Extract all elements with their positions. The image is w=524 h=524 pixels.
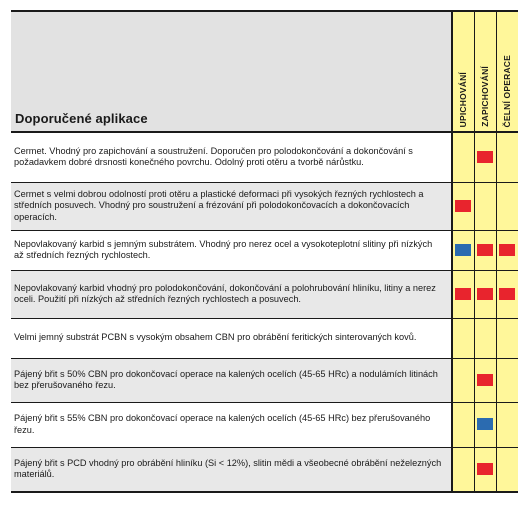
- red-suitability-marker: [477, 374, 493, 386]
- table-row: [11, 270, 518, 318]
- operation-cell: [496, 270, 518, 318]
- column-header-celni-operace: [496, 11, 518, 132]
- operation-cell: [496, 447, 518, 492]
- operation-cell: [452, 447, 474, 492]
- operation-cell: [474, 182, 496, 230]
- operation-cell: [474, 402, 496, 447]
- row-description: Pájený břit s 50% CBN pro dokončovací operace na kalených ocelích (45-65 HRc) a nodulámích litinách bez přerušovaného řezu.: [11, 358, 452, 402]
- operation-cell: [474, 358, 496, 402]
- operation-cell: [474, 318, 496, 358]
- table-body: [11, 132, 518, 492]
- blue-suitability-marker: [455, 244, 471, 256]
- column-label-celni-operace: ČELNÍ OPERACE: [502, 54, 513, 127]
- operation-cell: [452, 230, 474, 270]
- table-row: [11, 182, 518, 230]
- table-row: [11, 318, 518, 358]
- red-suitability-marker: [499, 244, 515, 256]
- column-label-upichovani: UPICHOVÁNÍ: [458, 71, 469, 127]
- operation-cell: [452, 318, 474, 358]
- operation-cell: [496, 182, 518, 230]
- row-description: Velmi jemný substrát PCBN s vysokým obsahem CBN pro obrábění feritických sinterovaných kovů.: [11, 318, 452, 358]
- row-description: Pájený břit s PCD vhodný pro obrábění hliníku (Si < 12%), slitin mědi a všeobecné obrábění neželezných materiálů.: [11, 447, 452, 492]
- operation-cell: [496, 230, 518, 270]
- red-suitability-marker: [477, 463, 493, 475]
- operation-cell: [496, 402, 518, 447]
- operation-cell: [474, 132, 496, 182]
- header-row: [11, 11, 518, 132]
- application-table: [11, 10, 518, 493]
- red-suitability-marker: [477, 288, 493, 300]
- operation-cell: [452, 270, 474, 318]
- operation-cell: [496, 358, 518, 402]
- row-description: Nepovlakovaný karbid s jemným substrátem. Vhodný pro nerez ocel a vysokoteplotní slitiny při nízkých až středních řezných rychlostech.: [11, 230, 452, 270]
- operation-cell: [474, 270, 496, 318]
- row-description: Cermet. Vhodný pro zapichování a soustružení. Doporučen pro polodokončování a dokončování s požadavkem dobré drsnosti konečného povrchu. Odolný proti otěru a tvorbě nárůstku.: [11, 132, 452, 182]
- row-description: Nepovlakovaný karbid vhodný pro polodokončování, dokončování a polohrubování hliníku, litiny a nerez oceli. Použití při nízkých až středních řezných rychlostech a posuvech.: [11, 270, 452, 318]
- red-suitability-marker: [477, 244, 493, 256]
- table-title: Doporučené aplikace: [15, 111, 148, 126]
- operation-cell: [452, 402, 474, 447]
- column-header-upichovani: [452, 11, 474, 132]
- column-label-zapichovani: ZAPICHOVÁNÍ: [480, 66, 490, 127]
- operation-cell: [496, 318, 518, 358]
- red-suitability-marker: [477, 151, 493, 163]
- table-row: [11, 447, 518, 492]
- operation-cell: [474, 230, 496, 270]
- row-description: Cermet s velmi dobrou odolností proti otěru a plastické deformaci při vysokých řezných rychlostech a středních posuvech. Vhodný pro soustružení a frézování při polodokončovacích a dokončovacích operacích.: [11, 182, 452, 230]
- column-header-zapichovani: [474, 11, 496, 132]
- operation-cell: [496, 132, 518, 182]
- blue-suitability-marker: [477, 418, 493, 430]
- operation-cell: [452, 182, 474, 230]
- red-suitability-marker: [455, 288, 471, 300]
- red-suitability-marker: [499, 288, 515, 300]
- row-description: Pájený břit s 55% CBN pro dokončovací operace na kalených ocelích (45-65 HRc) bez přerušovaného řezu.: [11, 402, 452, 447]
- operation-cell: [452, 132, 474, 182]
- table-row: [11, 132, 518, 182]
- operation-cell: [474, 447, 496, 492]
- operation-cell: [452, 358, 474, 402]
- table-row: [11, 358, 518, 402]
- table-row: [11, 402, 518, 447]
- application-table-sheet: [11, 10, 518, 517]
- red-suitability-marker: [455, 200, 471, 212]
- header-cell: [11, 11, 452, 132]
- table-row: [11, 230, 518, 270]
